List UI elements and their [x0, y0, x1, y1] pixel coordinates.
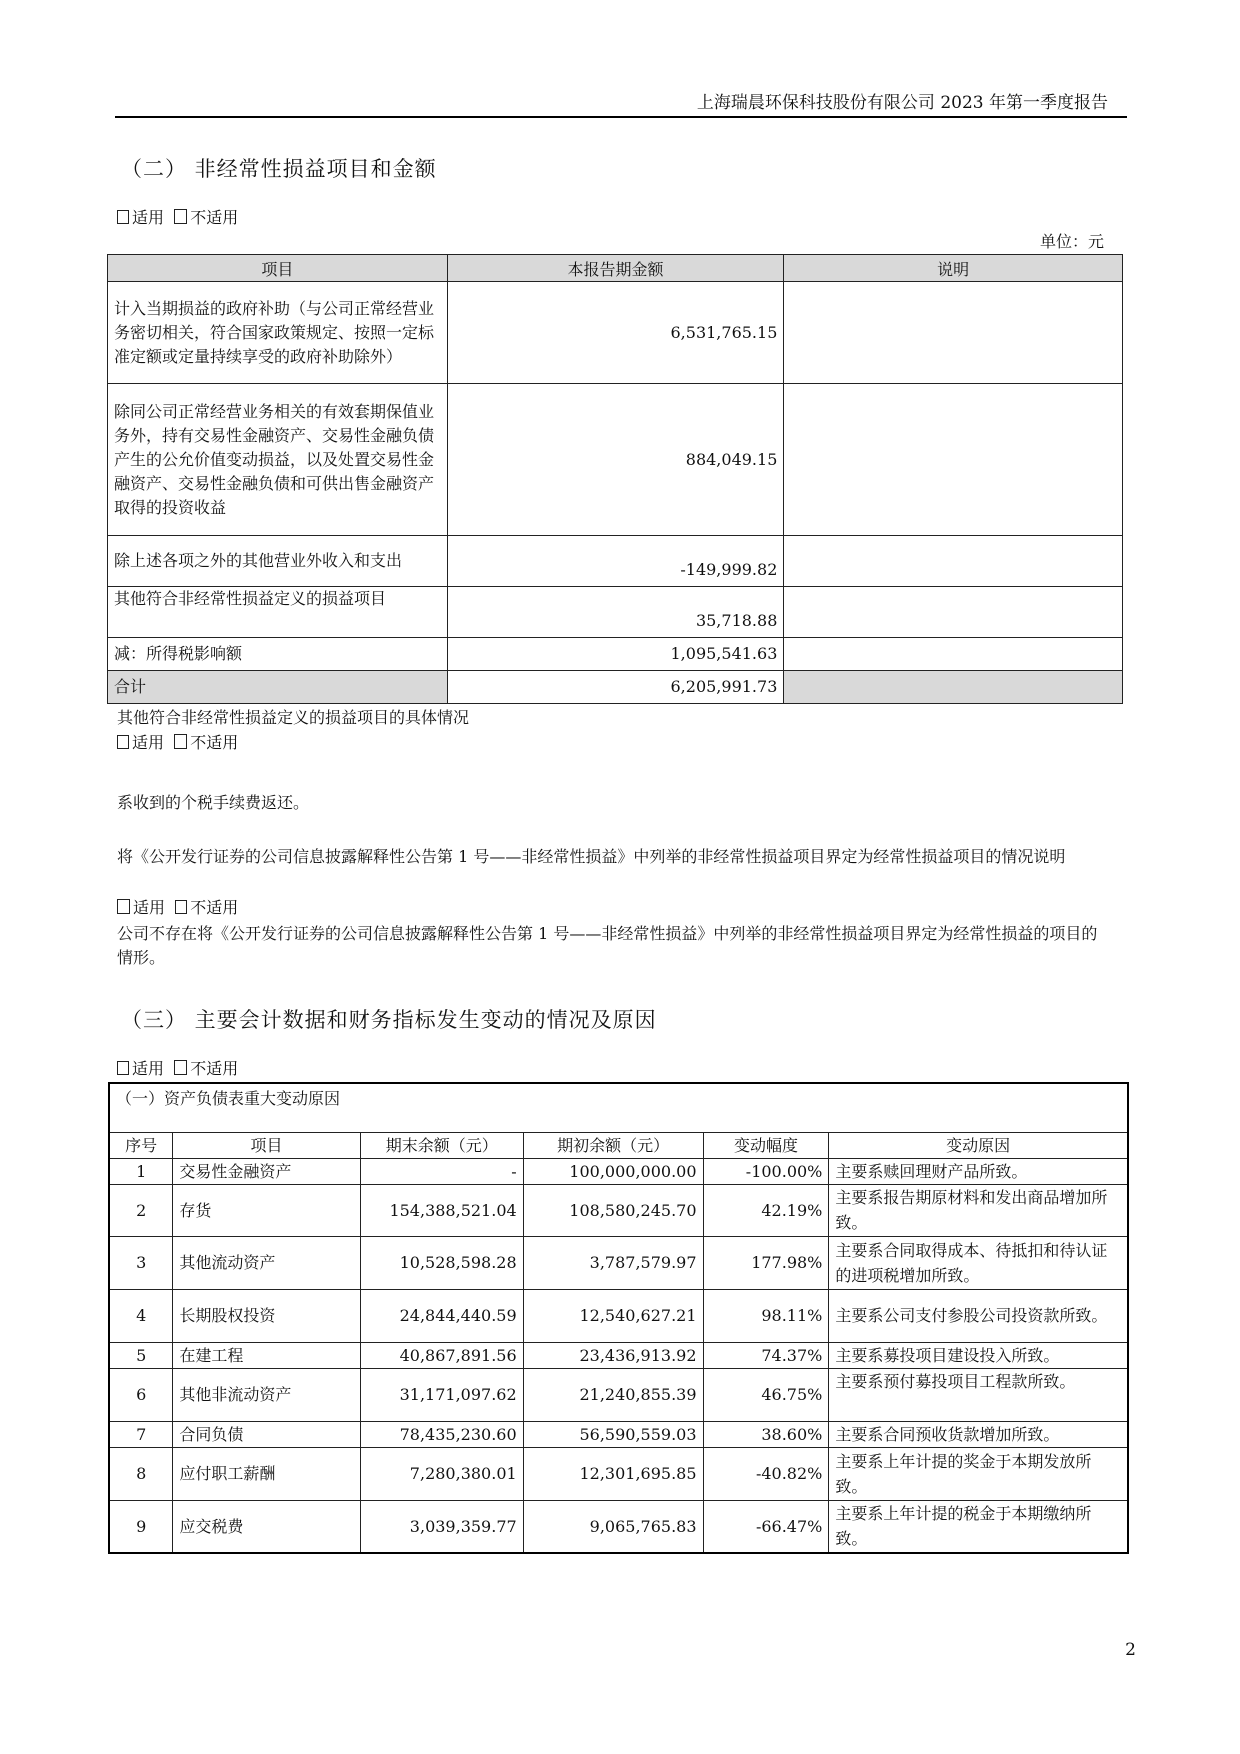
amount-cell: 35,718.88 — [447, 587, 784, 638]
item-cell: 应付职工薪酬 — [173, 1447, 360, 1500]
column-header: 期末余额（元） — [360, 1132, 523, 1158]
table-row — [109, 1447, 1128, 1500]
begin-balance-cell: 3,787,579.97 — [523, 1236, 703, 1289]
column-header: 本报告期金额 — [447, 255, 784, 282]
checkbox-checked-icon — [117, 735, 129, 749]
end-balance-cell: 3,039,359.77 — [360, 1500, 523, 1553]
row-number: 2 — [109, 1184, 173, 1236]
item-cell: 其他非流动资产 — [173, 1368, 360, 1421]
reason-cell: 主要系报告期原材料和发出商品增加所致。 — [829, 1184, 1128, 1236]
end-balance-cell: 7,280,380.01 — [360, 1447, 523, 1500]
checkbox-empty-icon — [174, 734, 187, 749]
reason-cell: 主要系合同预收货款增加所致。 — [829, 1421, 1128, 1447]
column-header: 期初余额（元） — [523, 1132, 703, 1158]
reason-cell: 主要系预付募投项目工程款所致。 — [829, 1368, 1128, 1421]
reclass-title: 将《公开发行证券的公司信息披露解释性公告第 1 号——非经常性损益》中列举的非经常性损益项目界定为经常性损益项目的情况说明 — [117, 847, 1066, 866]
table-row — [109, 1500, 1128, 1553]
row-number: 3 — [109, 1236, 173, 1289]
other-detail-applicability: 适用 不适用 — [117, 731, 238, 755]
end-balance-cell: 40,867,891.56 — [360, 1342, 523, 1368]
item-cell: 长期股权投资 — [173, 1289, 360, 1342]
begin-balance-cell: 108,580,245.70 — [523, 1184, 703, 1236]
change-cell: 74.37% — [703, 1342, 829, 1368]
non-recurring-items-table — [107, 254, 1123, 704]
change-cell: 46.75% — [703, 1368, 829, 1421]
reason-cell: 主要系上年计提的税金于本期缴纳所致。 — [829, 1500, 1128, 1553]
table-row — [108, 536, 1123, 587]
column-header: 说明 — [784, 255, 1123, 282]
note-cell — [784, 587, 1123, 638]
row-number: 9 — [109, 1500, 173, 1553]
table-header-row — [109, 1132, 1128, 1158]
change-cell: 42.19% — [703, 1184, 829, 1236]
total-label-cell: 合计 — [108, 671, 448, 704]
end-balance-cell: 10,528,598.28 — [360, 1236, 523, 1289]
note-cell — [784, 638, 1123, 671]
balance-sheet-changes-table — [108, 1082, 1129, 1554]
table-total-row — [108, 671, 1123, 704]
table-row — [109, 1421, 1128, 1447]
reason-cell: 主要系赎回理财产品所致。 — [829, 1158, 1128, 1184]
item-cell: 除同公司正常经营业务相关的有效套期保值业务外，持有交易性金融资产、交易性金融负债产生的公允价值变动损益，以及处置交易性金融资产、交易性金融负债和可供出售金融资产取得的投资收益 — [108, 384, 448, 536]
change-cell: -40.82% — [703, 1447, 829, 1500]
begin-balance-cell: 23,436,913.92 — [523, 1342, 703, 1368]
item-cell: 其他符合非经常性损益定义的损益项目 — [108, 587, 448, 638]
other-detail-text: 系收到的个税手续费返还。 — [117, 793, 310, 812]
table-row — [108, 638, 1123, 671]
item-cell: 交易性金融资产 — [173, 1158, 360, 1184]
subtable-title: （一）资产负债表重大变动原因 — [109, 1083, 1128, 1132]
column-header: 序号 — [109, 1132, 173, 1158]
change-cell: -66.47% — [703, 1500, 829, 1553]
reason-cell: 主要系公司支付参股公司投资款所致。 — [829, 1289, 1128, 1342]
table-row — [109, 1184, 1128, 1236]
item-cell: 除上述各项之外的其他营业外收入和支出 — [108, 536, 448, 587]
table-row — [109, 1236, 1128, 1289]
end-balance-cell: 31,171,097.62 — [360, 1368, 523, 1421]
reclass-applicability: 适用 不适用 — [117, 896, 238, 920]
other-detail-title: 其他符合非经常性损益定义的损益项目的具体情况 — [117, 708, 470, 727]
report-header-title: 上海瑞晨环保科技股份有限公司 2023 年第一季度报告 — [696, 93, 1108, 113]
section3-applicability: 适用 不适用 — [117, 1057, 238, 1081]
change-cell: 38.60% — [703, 1421, 829, 1447]
row-number: 6 — [109, 1368, 173, 1421]
amount-cell: -149,999.82 — [447, 536, 784, 587]
table-row — [108, 587, 1123, 638]
amount-cell: 1,095,541.63 — [447, 638, 784, 671]
row-number: 4 — [109, 1289, 173, 1342]
column-header: 变动幅度 — [703, 1132, 829, 1158]
begin-balance-cell: 12,540,627.21 — [523, 1289, 703, 1342]
note-cell — [784, 384, 1123, 536]
section3-title: （三） 主要会计数据和财务指标发生变动的情况及原因 — [121, 1008, 657, 1032]
reason-cell: 主要系上年计提的奖金于本期发放所致。 — [829, 1447, 1128, 1500]
checkbox-checked-icon — [117, 1061, 129, 1075]
row-number: 8 — [109, 1447, 173, 1500]
change-cell: -100.00% — [703, 1158, 829, 1184]
column-header: 项目 — [173, 1132, 360, 1158]
amount-cell: 884,049.15 — [447, 384, 784, 536]
change-cell: 177.98% — [703, 1236, 829, 1289]
item-cell: 其他流动资产 — [173, 1236, 360, 1289]
checkbox-checked-icon — [175, 900, 187, 914]
table-row — [109, 1158, 1128, 1184]
unit-label: 单位：元 — [1040, 232, 1105, 251]
end-balance-cell: 24,844,440.59 — [360, 1289, 523, 1342]
total-amount-cell: 6,205,991.73 — [447, 671, 784, 704]
table-row — [108, 384, 1123, 536]
column-header: 项目 — [108, 255, 448, 282]
begin-balance-cell: 100,000,000.00 — [523, 1158, 703, 1184]
begin-balance-cell: 56,590,559.03 — [523, 1421, 703, 1447]
amount-cell: 6,531,765.15 — [447, 282, 784, 384]
row-number: 5 — [109, 1342, 173, 1368]
table-row — [109, 1368, 1128, 1421]
end-balance-cell: 154,388,521.04 — [360, 1184, 523, 1236]
table-row — [109, 1342, 1128, 1368]
section2-applicability: 适用 不适用 — [117, 206, 238, 230]
checkbox-empty-icon — [174, 1060, 187, 1075]
change-cell: 98.11% — [703, 1289, 829, 1342]
item-cell: 在建工程 — [173, 1342, 360, 1368]
reclass-text: 公司不存在将《公开发行证券的公司信息披露解释性公告第 1 号——非经常性损益》中列举的非经常性损益项目界定为经常性损益的项目的情形。 — [117, 924, 1098, 967]
checkbox-checked-icon — [117, 210, 129, 224]
item-cell: 合同负债 — [173, 1421, 360, 1447]
checkbox-empty-icon — [117, 899, 130, 914]
checkbox-empty-icon — [174, 209, 187, 224]
total-note-cell — [784, 671, 1123, 704]
note-cell — [784, 536, 1123, 587]
reason-cell: 主要系合同取得成本、待抵扣和待认证的进项税增加所致。 — [829, 1236, 1128, 1289]
item-cell: 存货 — [173, 1184, 360, 1236]
item-cell: 应交税费 — [173, 1500, 360, 1553]
begin-balance-cell: 12,301,695.85 — [523, 1447, 703, 1500]
table-row — [108, 282, 1123, 384]
subtable-title-row — [109, 1083, 1128, 1132]
note-cell — [784, 282, 1123, 384]
header-divider — [115, 116, 1127, 118]
row-number: 1 — [109, 1158, 173, 1184]
end-balance-cell: 78,435,230.60 — [360, 1421, 523, 1447]
row-number: 7 — [109, 1421, 173, 1447]
end-balance-cell: - — [360, 1158, 523, 1184]
item-cell: 计入当期损益的政府补助（与公司正常经营业务密切相关，符合国家政策规定、按照一定标准定额或定量持续享受的政府补助除外） — [108, 282, 448, 384]
table-row — [109, 1289, 1128, 1342]
column-header: 变动原因 — [829, 1132, 1128, 1158]
table-header-row — [108, 255, 1123, 282]
section2-title: （二） 非经常性损益项目和金额 — [121, 157, 437, 181]
page-number: 2 — [1125, 1640, 1136, 1660]
begin-balance-cell: 9,065,765.83 — [523, 1500, 703, 1553]
begin-balance-cell: 21,240,855.39 — [523, 1368, 703, 1421]
reason-cell: 主要系募投项目建设投入所致。 — [829, 1342, 1128, 1368]
item-cell: 减：所得税影响额 — [108, 638, 448, 671]
